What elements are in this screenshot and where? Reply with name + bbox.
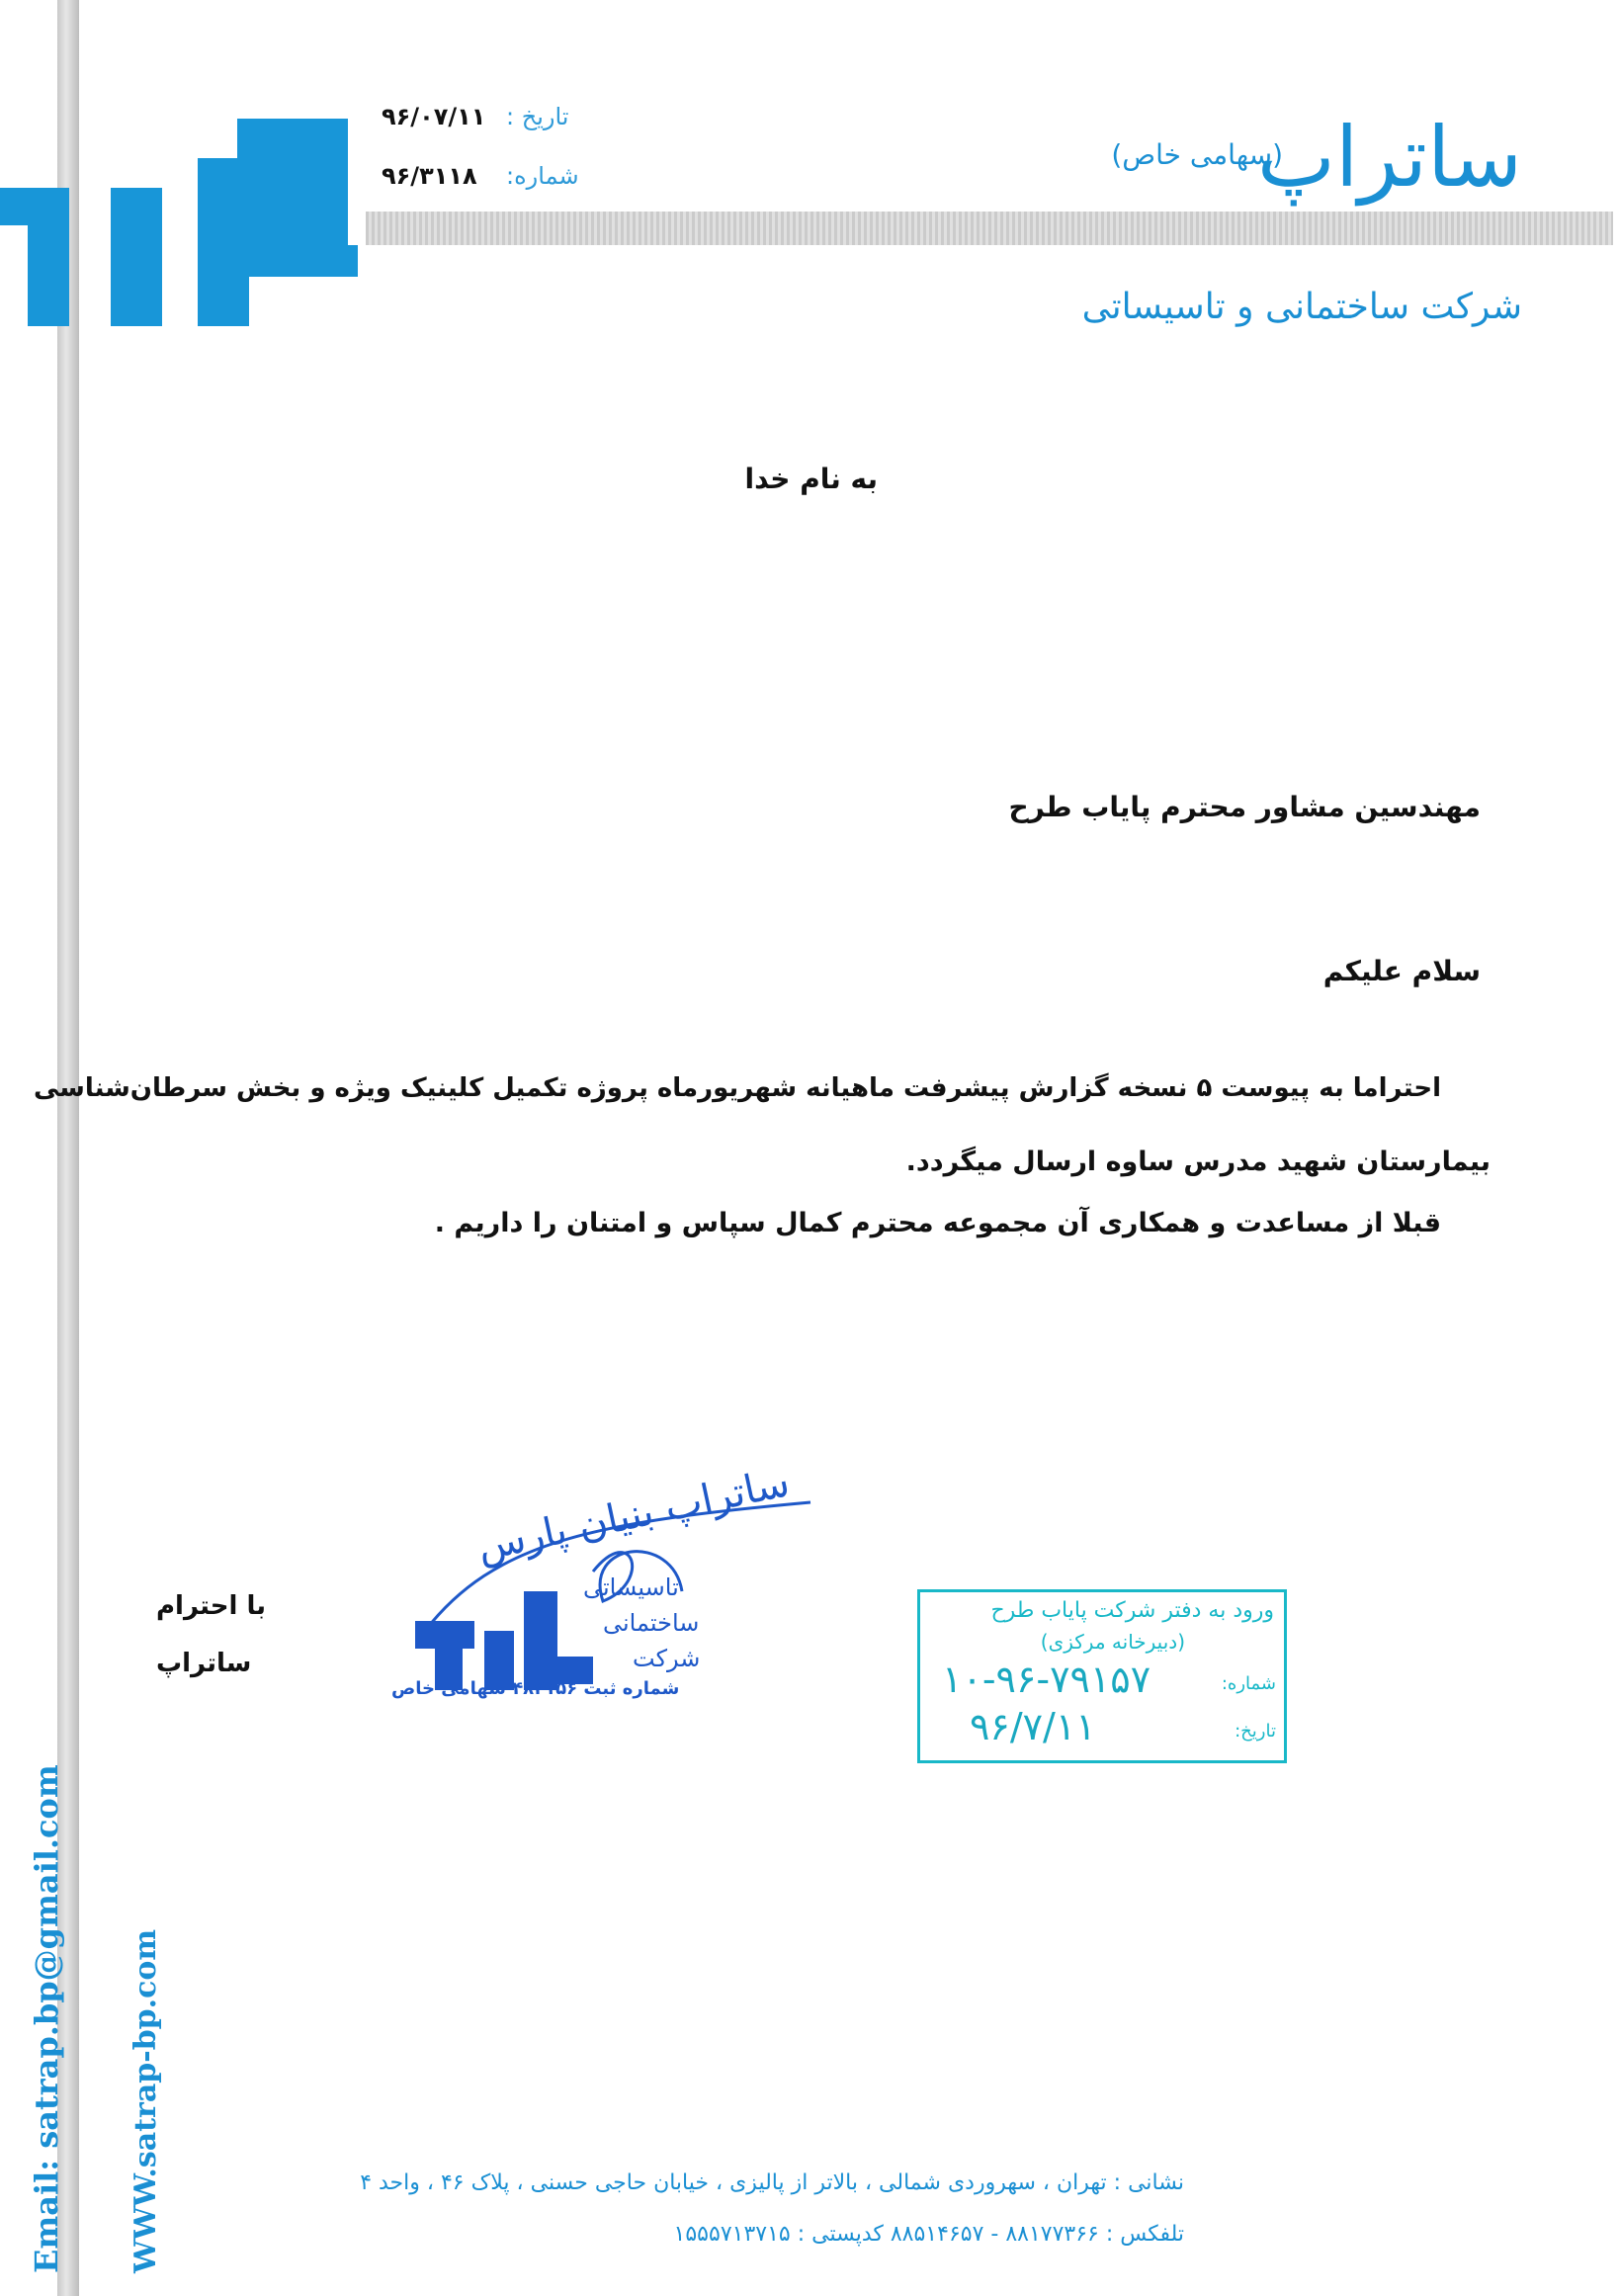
receipt-stamp: [917, 1589, 1287, 1763]
email-vertical: Email: satrap.bp@gmail.com: [28, 1764, 65, 2273]
number-value: ۹۶/۳۱۱۸: [382, 162, 477, 190]
closing: با احترام: [156, 1591, 266, 1621]
date-label: تاریخ :: [506, 103, 569, 130]
seal-top-text: ساتراپ بنیان پارس: [472, 1460, 794, 1571]
receipt-number-label: شماره:: [1221, 1673, 1276, 1694]
greeting: سلام علیکم: [1322, 955, 1481, 987]
invocation: به نام خدا: [744, 463, 878, 495]
seal-text-3: شرکت: [633, 1645, 701, 1672]
seal-text-2: ساختمانی: [603, 1609, 700, 1637]
company-seal: [356, 1460, 830, 1720]
receipt-stamp-subtitle: (دبیرخانه مرکزی): [1040, 1630, 1185, 1654]
date-value: ۹۶/۰۷/۱۱: [382, 103, 486, 130]
signatory: ساتراپ: [156, 1649, 252, 1678]
brand-subtitle: (سهامی خاص): [1111, 138, 1283, 171]
receipt-number-value: ۱۰-۹۶-۷۹۱۵۷: [942, 1658, 1151, 1701]
horizontal-gray-band: [366, 212, 1613, 245]
body-line-1: احتراما به پیوست ۵ نسخه گزارش پیشرفت ماهیانه شهریورماه پروژه تکمیل کلینیک ویژه و بخش سرطان‌شناسی: [33, 1073, 1441, 1103]
seal-text-1: تاسیساتی: [583, 1573, 679, 1601]
website-vertical: WWW.satrap-bp.com: [128, 1928, 163, 2273]
recipient: مهندسین مشاور محترم پایاب طرح: [1008, 791, 1481, 823]
company-name: شرکت ساختمانی و تاسیساتی: [1081, 287, 1522, 327]
receipt-date-label: تاریخ:: [1235, 1721, 1276, 1742]
seal-registration: شماره ثبت ۴۸۴۱۵۶ سهامی خاص: [391, 1678, 680, 1699]
footer-address: نشانی : تهران ، سهروردی شمالی ، بالاتر از پالیزی ، خیابان حاجی حسنی ، پلاک ۴۶ ، واحد ۴: [360, 2170, 1184, 2195]
receipt-stamp-title: ورود به دفتر شرکت پایاب طرح: [990, 1598, 1274, 1623]
footer-phones: تلفکس : ۸۸۱۷۷۳۶۶ - ۸۸۵۱۴۶۵۷ کدپستی : ۱۵۵۵۷۱۳۷۱۵: [673, 2222, 1184, 2247]
body-line-2: بیمارستان شهید مدرس ساوه ارسال میگردد.: [905, 1147, 1491, 1177]
number-label: شماره:: [506, 162, 579, 190]
receipt-date-value: ۹۶/۷/۱۱: [970, 1705, 1096, 1748]
body-line-3: قبلا از مساعدت و همکاری آن مجموعه محترم کمال سپاس و امتنان را داریم .: [434, 1208, 1441, 1238]
brand-name: ساتراپ: [1256, 109, 1522, 206]
